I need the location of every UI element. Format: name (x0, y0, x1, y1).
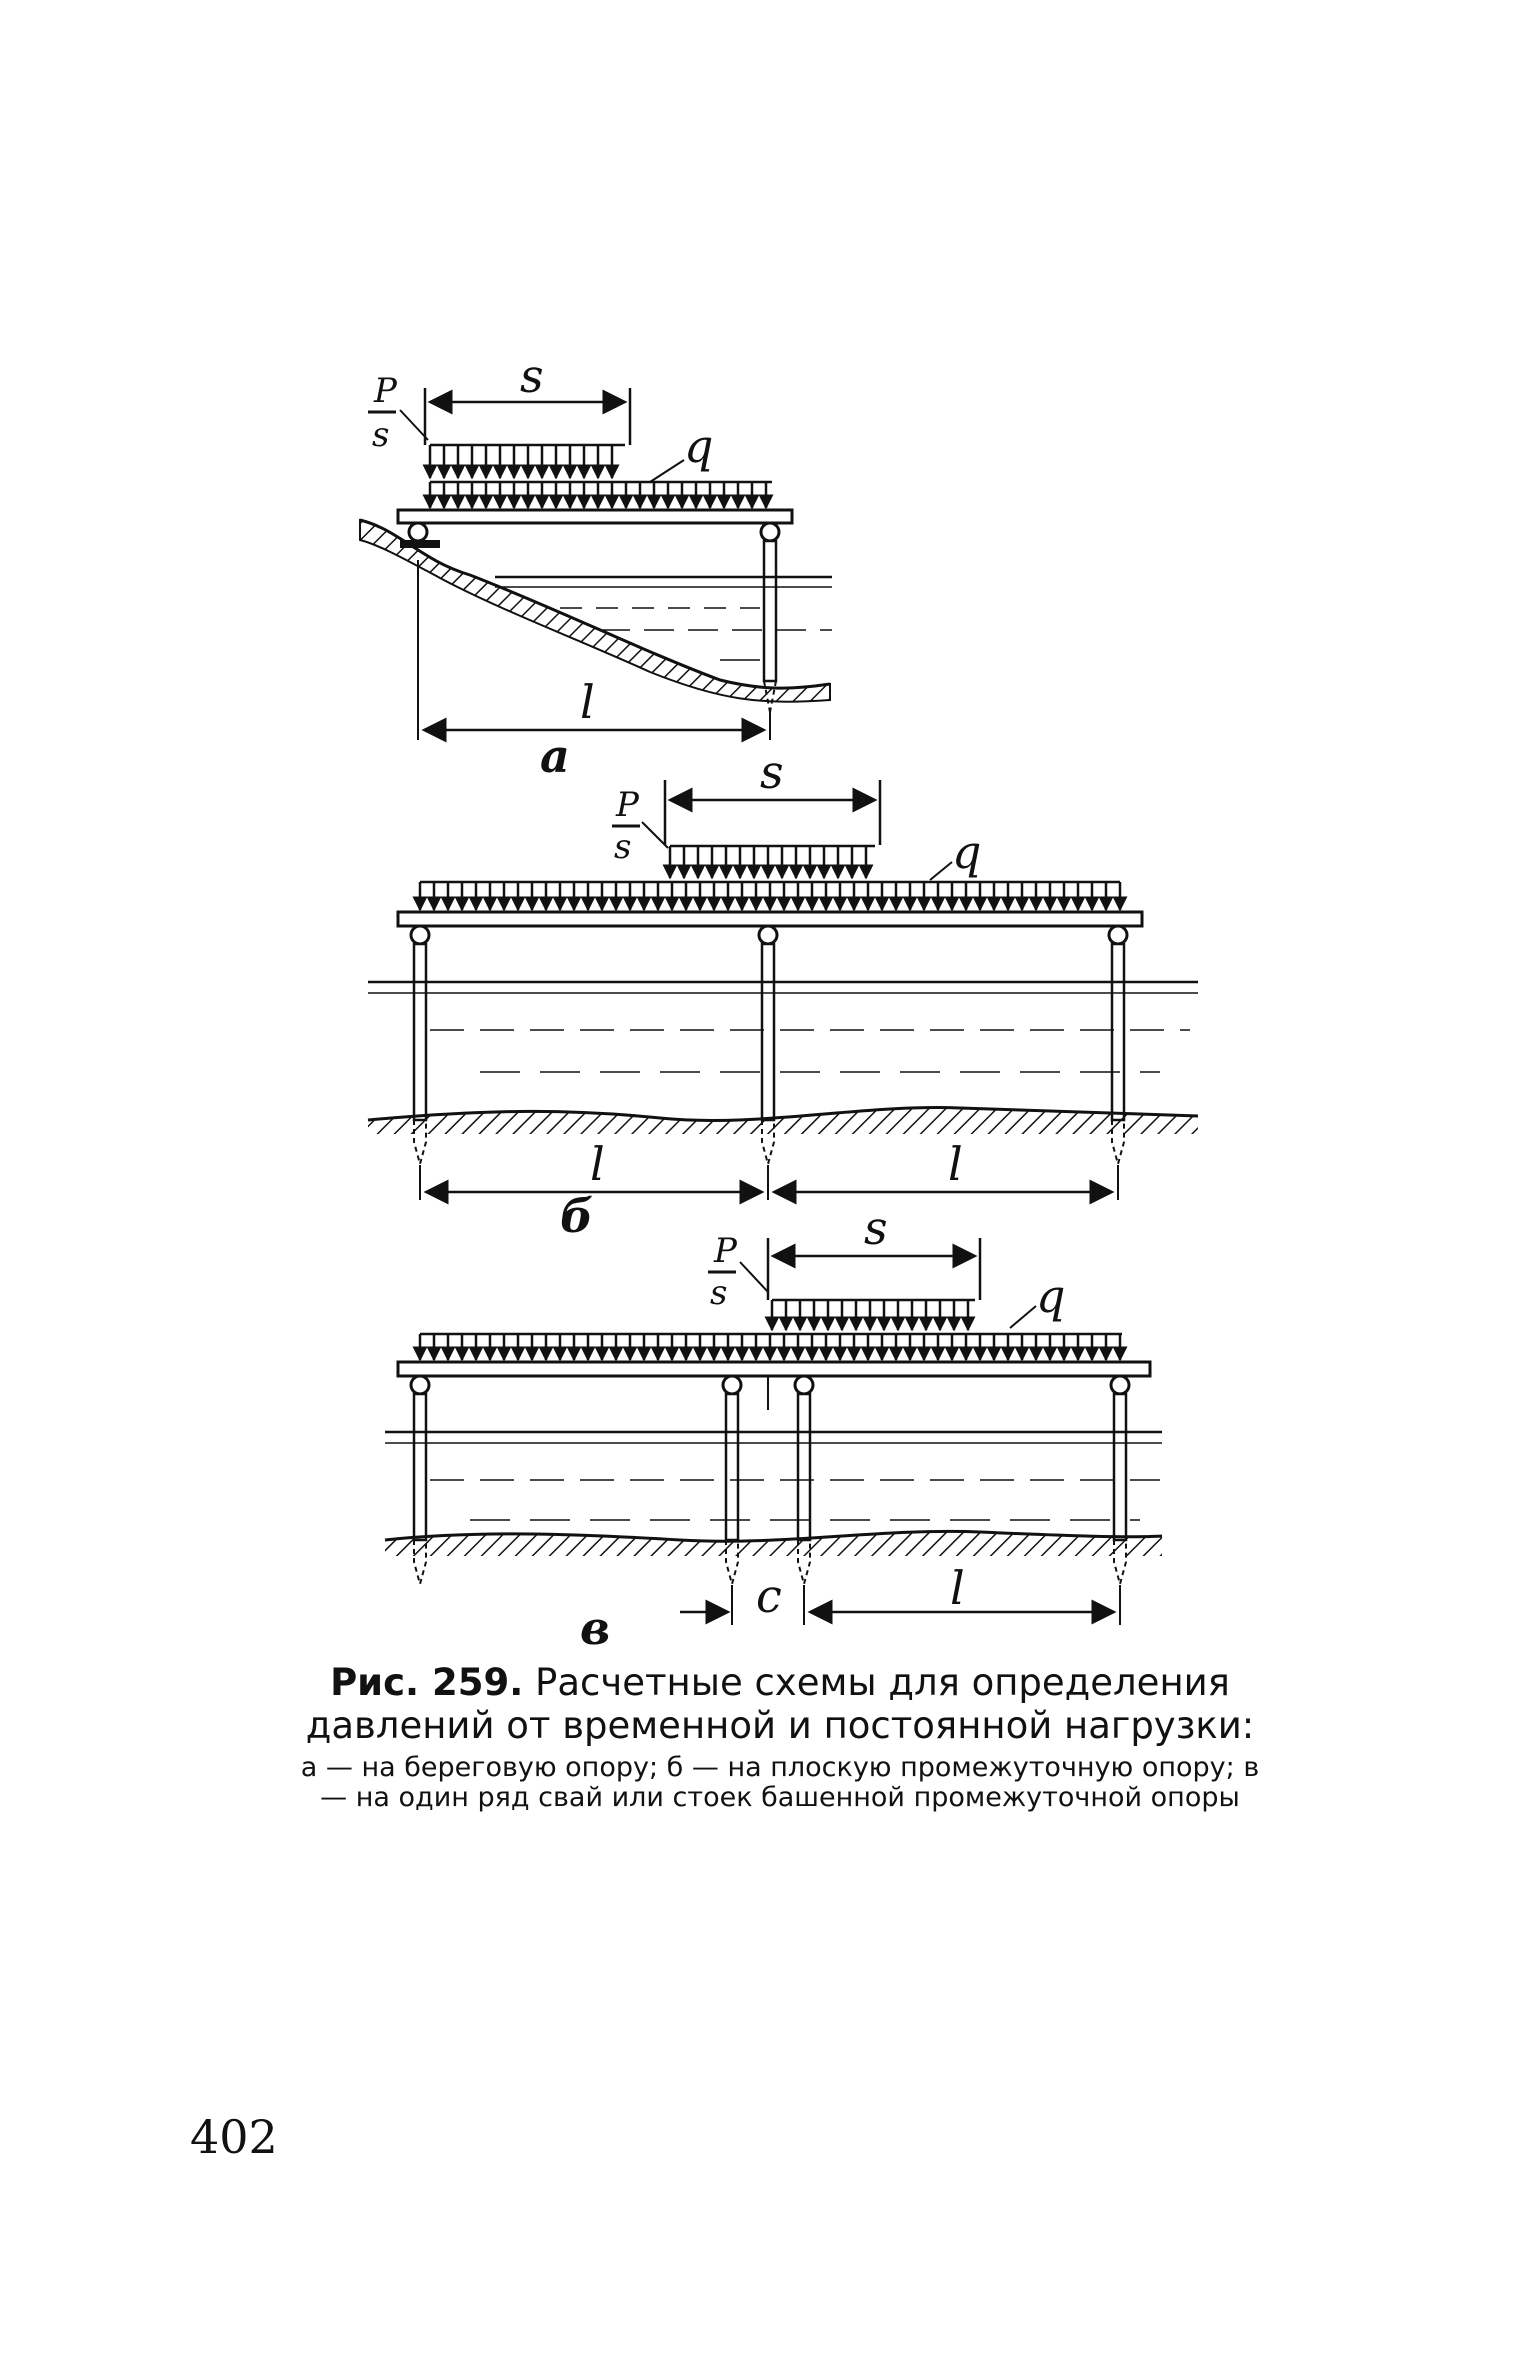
panel-b-distributed-load (420, 882, 1120, 910)
panel-v-fraction-den: s (710, 1273, 728, 1313)
panel-a-beam (398, 510, 792, 523)
panel-v-c-label: c (756, 1569, 782, 1623)
panel-v-q-label: q (1036, 1269, 1066, 1323)
panel-b-fraction-den: s (614, 827, 632, 867)
panel-a-fraction-den: s (372, 415, 390, 455)
panel-b-pile (762, 944, 774, 1120)
panel-v-beam (398, 1362, 1150, 1376)
panel-v-pile (726, 1394, 738, 1540)
caption-title: Расчетные схемы для определения давлений от временной и постоянной нагрузки: (305, 1661, 1255, 1747)
panel-b-concentrated-load (670, 846, 875, 878)
panel-v-concentrated-load (772, 1300, 975, 1330)
panel-v-fraction-num: P (714, 1231, 737, 1271)
panel-v-pile-hinge (1111, 1376, 1129, 1394)
panel-v-pile-hinge (411, 1376, 429, 1394)
panel-v-s-label: s (864, 1201, 888, 1255)
caption-title-block (300, 1662, 1260, 1747)
panel-b-pile-hinge (1109, 926, 1127, 944)
panel-a-pile (764, 541, 776, 681)
panel-a-pile-hinge (761, 523, 779, 541)
panel-a (360, 349, 832, 783)
panel-b-q-label: q (952, 825, 982, 879)
panel-b-beam (398, 912, 1142, 926)
panel-v-pile-hinge (795, 1376, 813, 1394)
figure-caption (300, 1662, 1260, 1812)
panel-v-pile (1114, 1394, 1126, 1540)
panel-b-l-label-right: l (948, 1137, 963, 1191)
panel-b-fraction-num: P (616, 785, 639, 825)
panel-a-l-label: l (580, 675, 595, 729)
panel-a-distributed-load (430, 482, 772, 508)
panel-v-l-label: l (950, 1561, 965, 1615)
panel-b (368, 745, 1198, 1243)
caption-figure-ref: Рис. 259. (330, 1661, 524, 1704)
panel-v-pile (798, 1394, 810, 1540)
panel-b-l-label-left: l (590, 1137, 605, 1191)
panel-a-fraction-num: P (374, 371, 397, 411)
panel-a-q-label: q (684, 419, 714, 473)
panel-v-pile-hinge (723, 1376, 741, 1394)
panel-b-s-label: s (760, 745, 784, 799)
panel-a-sublabel: а (540, 729, 570, 783)
panel-v (385, 1201, 1162, 1655)
panel-a-concentrated-load (430, 445, 625, 478)
panel-b-sublabel: б (560, 1189, 594, 1243)
page-number: 402 (190, 2110, 278, 2164)
panel-v-distributed-load (420, 1334, 1122, 1360)
panel-b-pile (414, 944, 426, 1120)
panel-b-pile-hinge (411, 926, 429, 944)
caption-note: а — на береговую опору; б — на плоскую промежуточную опору; в — на один ряд свай или стоек башенной промежуточной опоры (300, 1752, 1260, 1813)
panel-v-pile (414, 1394, 426, 1540)
panel-b-pile (1112, 944, 1124, 1120)
panel-a-s-label: s (520, 349, 544, 403)
panel-v-sublabel: в (580, 1601, 611, 1655)
panel-b-pile-hinge (759, 926, 777, 944)
